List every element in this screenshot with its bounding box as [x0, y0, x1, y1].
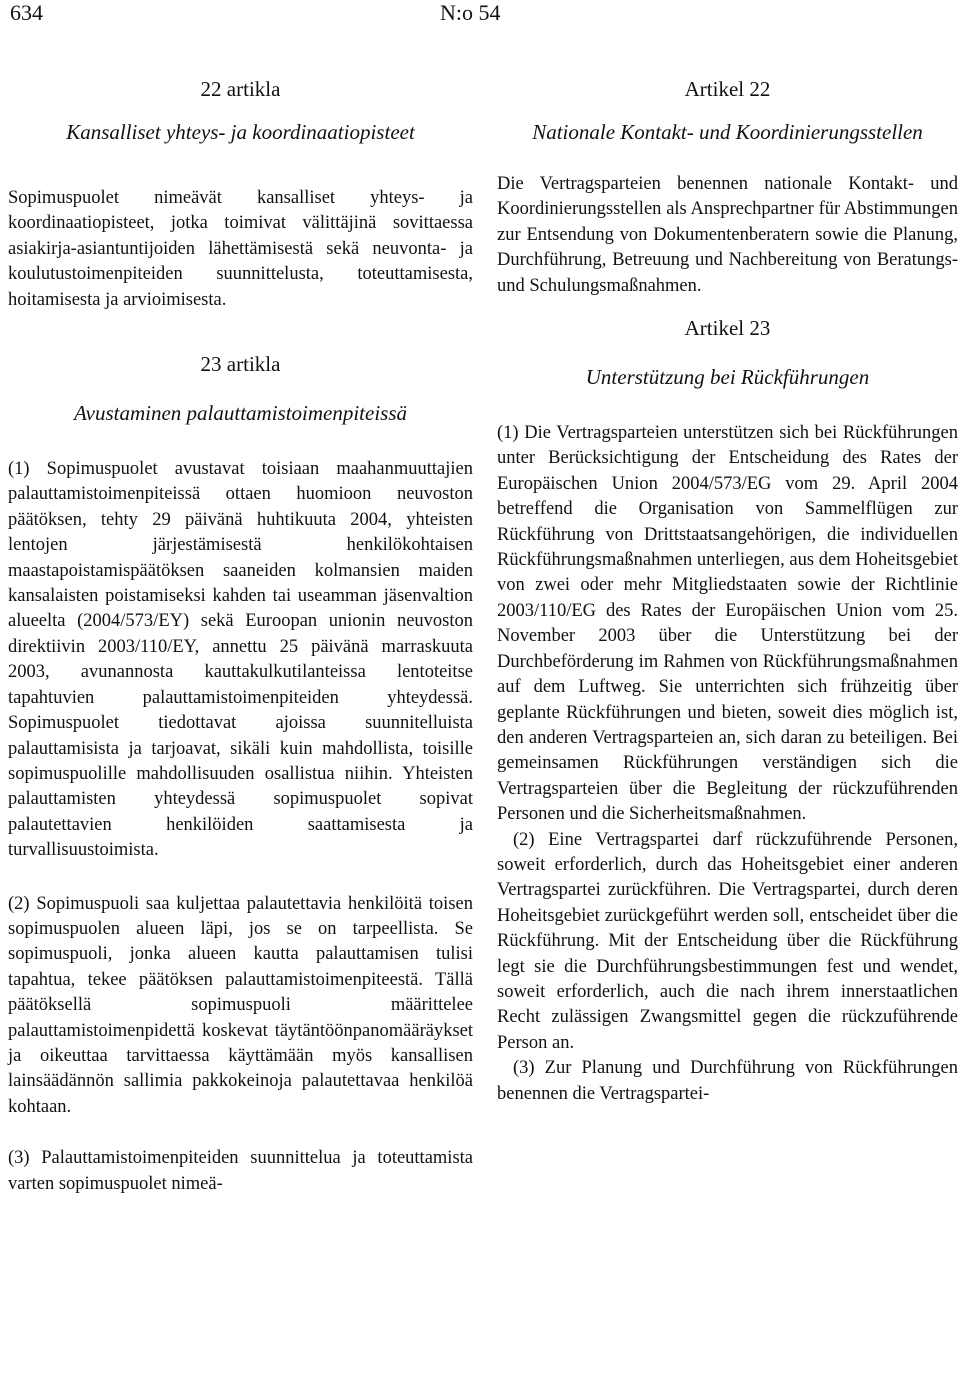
article-22-heading-fi: 22 artikla	[200, 77, 281, 101]
article-23-paragraph-2-fi: (2) Sopimuspuoli saa kuljettaa palautettavia henkilöitä toisen sopimuspuolen alueen läpi, jos se on tarpeellista. Se sopimuspuoli, jonka alueen kautta palauttamisen tulisi tapahtua, tekee päätöksen palauttamistoimenpiteestä. Tällä päätöksellä sopimuspuoli määrittelee palauttamistoimenpidettä koskevat täytäntöönpanomääräykset ja oikeuttaa tarvittaessa käyttämään myös kansallisen lainsäädännön sallimia pakkokeinoja palautettavaa henkilöä kohtaan.	[8, 893, 473, 1117]
german-column	[497, 74, 958, 1107]
issue-number: N:o 54	[440, 0, 501, 25]
article-23-heading-de: Artikel 23	[684, 316, 771, 341]
article-22-text-de: Die Vertragsparteien benennen nationale Kontakt- und Koordinierungsstellen als Ansprechpartner für Abstimmungen zur Entsendung von Dokumentenberatern sowie die Planung, Durchführung, Betreuung und Nachbereitung von Beratungs- und Schulungsmaßnahmen.	[497, 174, 958, 296]
article-22-text-fi: Sopimuspuolet nimeävät kansalliset yhteys- ja koordinaatiopisteet, jotka toimivat välittäjinä sovittaessa asiakirja-asiantuntijoiden lähettämisestä sekä neuvonta- ja koulutustoimenpiteiden suunnittelusta, toteuttamisesta, hoitamisesta ja arvioimisesta.	[8, 188, 473, 310]
article-23-paragraph-3-fi: (3) Palauttamistoimenpiteiden suunnittelua ja toteuttamista varten sopimuspuolet nimeä-	[8, 1148, 473, 1194]
article-23-heading-fi: 23 artikla	[200, 352, 281, 377]
article-22-heading-de: Artikel 22	[684, 77, 771, 101]
article-22-title-fi: Kansalliset yhteys- ja koordinaatiopisteet	[66, 120, 415, 144]
article-23-paragraph-3-de: (3) Zur Planung und Durchführung von Rückführungen benennen die Vertragspartei-	[497, 1058, 958, 1104]
article-23-title-fi: Avustaminen palauttamistoimenpiteissä	[73, 401, 408, 426]
article-23-title-de: Unterstützung bei Rückführungen	[585, 365, 870, 390]
article-22-title-de: Nationale Kontakt- und Koordinierungsstellen	[532, 120, 923, 144]
article-23-paragraph-1-fi: (1) Sopimuspuolet avustavat toisiaan maahanmuuttajien palauttamistoimenpiteissä ottaen huomioon neuvoston päätöksen, tehty 29 päivänä huhtikuuta 2004, yhteisten lentojen järjestämisestä henkilökohtaisen maastapoistamispäätöksen saaneiden kolmansien maiden kansalaisten poistamiseksi kahden tai useamman jäsenvaltion alueelta (2004/573/EY) sekä Euroopan unionin neuvoston direktiivin 2003/110/EY, annettu 25 päivänä marraskuuta 2003, avunannosta kauttakulkutilanteissa lentoteitse tapahtuvien palauttamistoimenpiteiden yhteydessä. Sopimuspuolet tiedottavat ajoissa suunnitelluista palauttamisista ja tarjoavat, sikäli kuin mahdollista, toisille sopimuspuolille mahdollisuuden osallistua niihin. Yhteisten palauttamisten yhteydessä sopimuspuolet sopivat palautettavien henkilöiden saattamisesta ja turvallisuustoimista.	[8, 459, 473, 861]
article-23-paragraph-2-de: (2) Eine Vertragspartei darf rückzuführende Personen, soweit erforderlich, durch das Hoheitsgebiet einer anderen Vertragspartei zurückführen. Die Vertragspartei, durch deren Hoheitsgebiet zurückgeführt werden soll, entscheidet über die Rückführung. Mit der Entscheidung über die Rückführung legt sie die Durchführungsbestimmungen fest und wendet, soweit erforderlich, auch die nach ihrem innerstaatlichen Recht zulässigen Zwangsmittel gegen die rückzuführende Person an.	[497, 829, 958, 1053]
page-number: 634	[10, 0, 43, 25]
article-23-paragraph-1-de: (1) Die Vertragsparteien unterstützen sich bei Rückführungen unter Berücksichtigung der Entscheidung des Rates der Europäischen Union 2004/573/EG vom 29. April 2004 betreffend die Organisation von Sammelflügen zur Rückführung von Drittstaatsangehörigen, die individuellen Rückführungsmaßnahmen unterliegen, aus dem Hoheitsgebiet von zwei oder mehr Mitgliedstaaten sowie der Richtlinie 2003/110/EG des Rates der Europäischen Union vom 25. November 2003 über die Unterstützung bei der Durchbeförderung im Rahmen von Rückführungsmaßnahmen auf dem Luftweg. Sie unterrichten sich frühzeitig über geplante Rückführungen und bieten, soweit dies möglich ist, den anderen Vertragsparteien an, sich daran zu beteiligen. Bei gemeinsamen Rückführungen verständigen sich die Vertragsparteien über die Begleitung der rückzuführenden Personen und die Sicherheitsmaßnahmen.	[497, 423, 958, 825]
finnish-column	[8, 74, 473, 1197]
